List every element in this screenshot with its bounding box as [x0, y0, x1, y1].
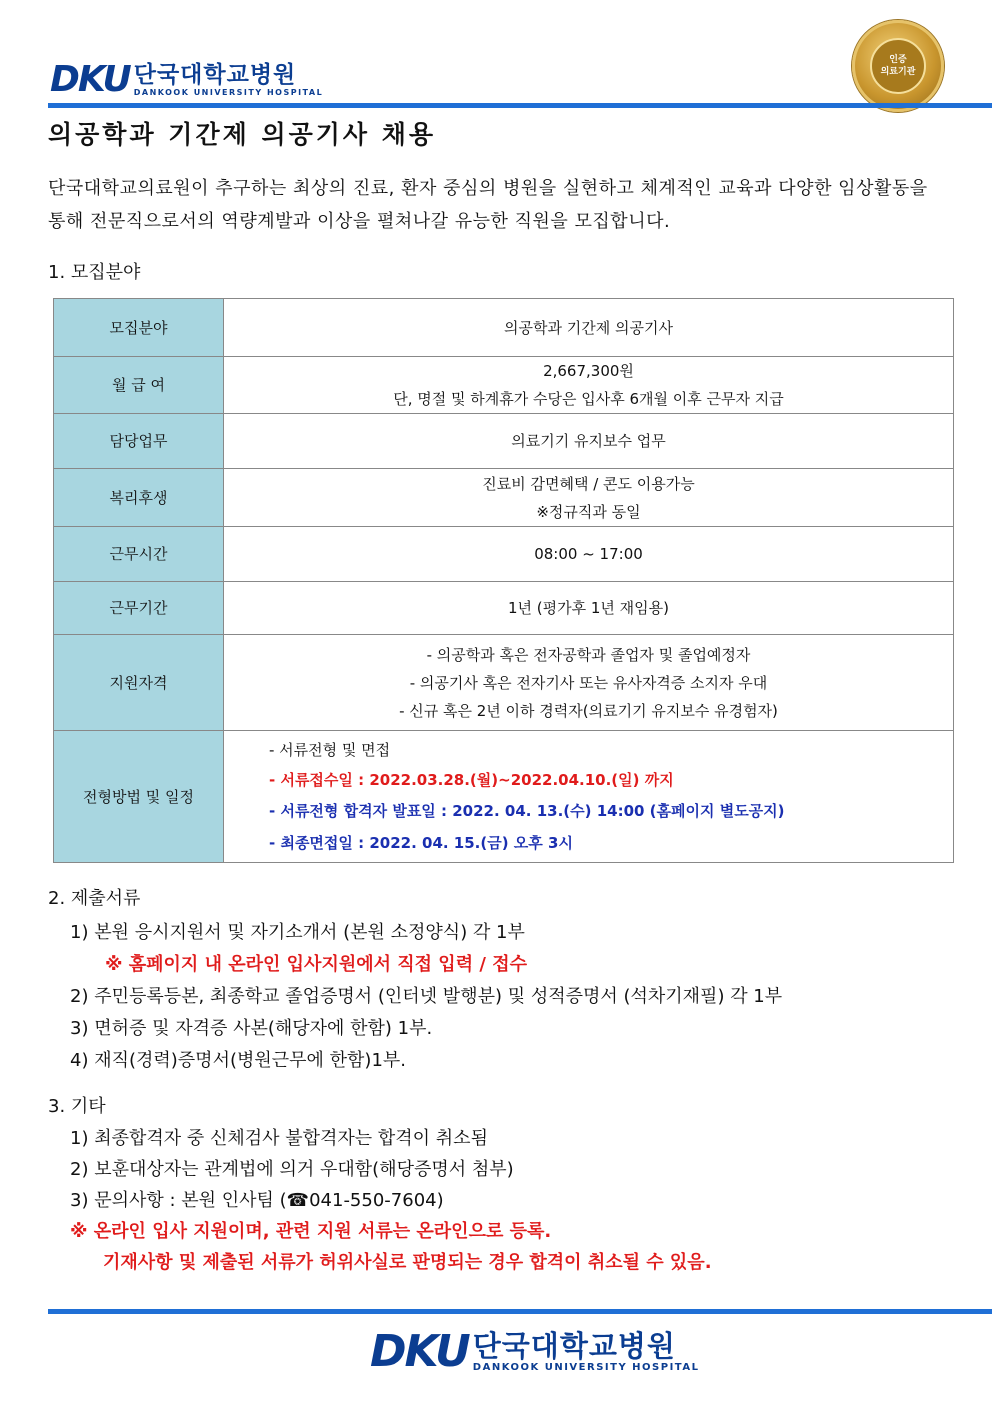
schedule-line: - 서류전형 및 면접: [269, 740, 391, 759]
list-item: 2) 주민등록등본, 최종학교 졸업증명서 (인터넷 발행분) 및 성적증명서 (석차기재필) 각 1부: [70, 986, 783, 1007]
schedule-cell: [224, 731, 954, 863]
list-item: 1) 최종합격자 중 신체검사 불합격자는 합격이 취소됨: [70, 1128, 488, 1149]
row-value: [224, 299, 954, 357]
table-row: [54, 469, 954, 527]
row-line: ※정규직과 동일: [536, 502, 641, 521]
list-item: 2) 보훈대상자는 관계법에 의거 우대함(해당증명서 첨부): [70, 1159, 514, 1180]
hospital-logo: [50, 59, 324, 100]
row-value: [224, 469, 954, 527]
row-label: 복리후생: [54, 469, 224, 527]
header-divider: [48, 103, 992, 108]
table-row: [54, 299, 954, 357]
row-label: 모집분야: [54, 299, 224, 357]
list-item: 4) 재직(경력)증명서(병원근무에 한함)1부.: [70, 1050, 407, 1071]
recruitment-table: [53, 298, 954, 863]
table-row: [54, 635, 954, 731]
row-label: 담당업무: [54, 414, 224, 469]
row-value: [224, 527, 954, 582]
list-item: ※ 온라인 입사 지원이며, 관련 지원 서류는 온라인으로 등록.: [70, 1221, 552, 1242]
row-label: 근무기간: [54, 582, 224, 635]
row-line: - 신규 혹은 2년 이하 경력자(의료기기 유지보수 유경험자): [399, 701, 778, 720]
row-line: 단, 명절 및 하계휴가 수당은 입사후 6개월 이후 근무자 지급: [393, 390, 784, 408]
row-value: [224, 357, 954, 414]
row-line: - 의공학과 혹은 전자공학과 졸업자 및 졸업예정자: [426, 645, 751, 664]
table-row: [54, 357, 954, 414]
row-value: [224, 582, 954, 635]
schedule-line: - 서류전형 합격자 발표일 : 2022. 04. 13.(수) 14:00 (홈페이지 별도공지): [269, 801, 785, 820]
row-label: 월 급 여: [54, 357, 224, 414]
table-row: [54, 731, 954, 863]
row-line: 진료비 감면혜택 / 콘도 이용가능: [482, 474, 695, 493]
dku-logo-mark: DKU: [370, 1326, 469, 1377]
dku-logo-mark: DKU: [50, 59, 130, 100]
seal-line-2: 의료기관: [880, 67, 916, 77]
row-line: 2,667,300원: [543, 362, 634, 380]
row-value: [224, 414, 954, 469]
row-line: 1년 (평가후 1년 재임용): [507, 599, 670, 617]
footer-divider: [48, 1309, 992, 1314]
logo-korean-name: 단국대학교병원: [472, 1329, 676, 1363]
row-label: 근무시간: [54, 527, 224, 582]
list-item: 3) 문의사항 : 본원 인사팀 (☎041-550-7604): [70, 1190, 444, 1211]
list-item: ※ 홈페이지 내 온라인 입사지원에서 직접 입력 / 접수: [105, 954, 527, 975]
row-label: 지원자격: [54, 635, 224, 731]
seal-line-1: 인증: [889, 55, 907, 65]
footer-hospital-logo: [370, 1326, 700, 1377]
logo-korean-name: 단국대학교병원: [133, 62, 297, 88]
section1-heading: 1. 모집분야: [48, 262, 141, 283]
list-item: 1) 본원 응시지원서 및 자기소개서 (본원 소정양식) 각 1부: [70, 922, 525, 943]
row-line: 의공학과 기간제 의공기사: [504, 318, 673, 337]
certification-seal-icon: [852, 20, 944, 112]
table-row: [54, 582, 954, 635]
page-title: 의공학과 기간제 의공기사 채용: [48, 120, 437, 149]
row-line: 08:00 ~ 17:00: [534, 545, 643, 563]
list-item: 기재사항 및 제출된 서류가 허위사실로 판명되는 경우 합격이 취소될 수 있음.: [103, 1252, 712, 1273]
schedule-line: - 최종면접일 : 2022. 04. 15.(금) 오후 3시: [269, 833, 573, 852]
logo-english-name: DANKOOK UNIVERSITY HOSPITAL: [133, 88, 324, 97]
table-row: [54, 527, 954, 582]
list-item: 3) 면허증 및 자격증 사본(해당자에 한함) 1부.: [70, 1018, 433, 1039]
intro-paragraph: 단국대학교의료원이 추구하는 최상의 진료, 환자 중심의 병원을 실현하고 체계적인 교육과 다양한 임상활동을 통해 전문직으로서의 역량계발과 이상을 펼쳐나갈 유능한 직원을 모집합니다.: [48, 178, 928, 232]
row-label: 전형방법 및 일정: [54, 731, 224, 863]
section2-heading: 2. 제출서류: [48, 888, 141, 909]
row-line: - 의공기사 혹은 전자기사 또는 유사자격증 소지자 우대: [409, 673, 768, 692]
row-line: 의료기기 유지보수 업무: [511, 432, 666, 450]
table-row: [54, 414, 954, 469]
row-value: [224, 635, 954, 731]
schedule-line: - 서류접수일 : 2022.03.28.(월)~2022.04.10.(일) 까지: [269, 770, 674, 789]
logo-english-name: DANKOOK UNIVERSITY HOSPITAL: [472, 1362, 700, 1373]
section3-heading: 3. 기타: [48, 1096, 106, 1117]
